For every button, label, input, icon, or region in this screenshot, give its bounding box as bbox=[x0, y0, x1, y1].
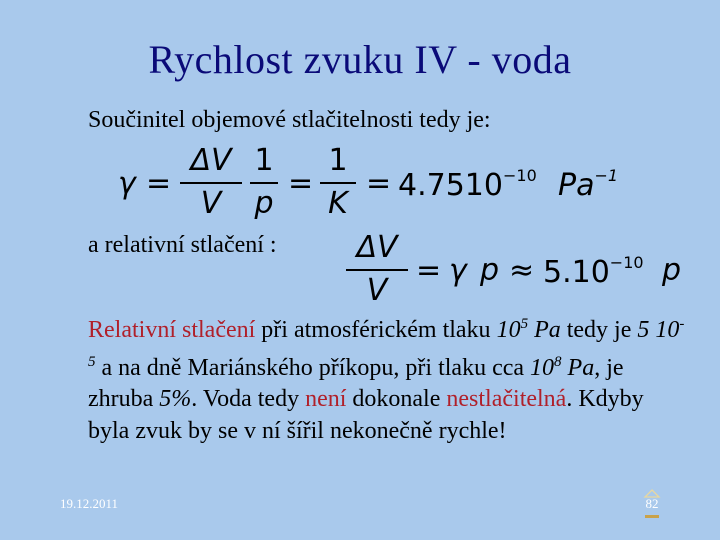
fraction-numerator: ΔV bbox=[190, 143, 232, 178]
fraction-bar bbox=[180, 182, 242, 184]
fraction-dv-v bbox=[180, 143, 242, 221]
fraction-denominator: K bbox=[328, 186, 348, 221]
body-text: a na dně Mariánského příkopu, při tlaku cca bbox=[95, 354, 531, 381]
fraction-bar bbox=[320, 182, 356, 184]
unit-exponent: −1 bbox=[594, 166, 619, 185]
value-number bbox=[543, 253, 644, 290]
pressure-value bbox=[497, 317, 561, 343]
page-number: 82 bbox=[645, 496, 659, 511]
exponent: 8 bbox=[554, 353, 562, 370]
equals-sign: = bbox=[416, 253, 442, 288]
body-text: tedy je bbox=[560, 317, 638, 343]
exponent: -5 bbox=[88, 316, 685, 370]
value-exponent: −10 bbox=[609, 253, 644, 272]
percent-value: 5% bbox=[159, 386, 192, 412]
fraction-bar bbox=[346, 269, 408, 271]
fraction-1-k bbox=[320, 143, 356, 221]
fraction-denominator: V bbox=[200, 186, 222, 221]
number: 10 bbox=[496, 317, 521, 343]
pressure-symbol: p bbox=[480, 253, 500, 288]
body-text: při atmosférickém tlaku bbox=[255, 317, 497, 343]
number: 5 10 bbox=[637, 317, 680, 343]
unit: Pa bbox=[561, 354, 595, 381]
fraction-denominator: V bbox=[366, 273, 388, 308]
slide-title: Rychlost zvuku IV - voda bbox=[148, 37, 572, 82]
explanation-paragraph bbox=[88, 309, 688, 447]
value-mantissa: 4.7510 bbox=[398, 168, 503, 203]
highlight-text: Relativní stlačení bbox=[88, 317, 256, 343]
gamma-symbol: γ bbox=[118, 166, 136, 201]
pressure-symbol: p bbox=[662, 253, 682, 288]
fraction-numerator: 1 bbox=[328, 143, 348, 178]
unit-pa bbox=[558, 166, 618, 203]
number: 10 bbox=[530, 354, 555, 381]
value-number bbox=[398, 166, 537, 203]
fraction-1-p bbox=[250, 143, 278, 221]
intro-text: Součinitel objemové stlačitelnosti tedy je: bbox=[88, 107, 491, 133]
equals-sign: = bbox=[288, 166, 314, 201]
pressure-value bbox=[530, 355, 594, 381]
value-exponent: −10 bbox=[502, 166, 537, 185]
equals-sign: = bbox=[366, 166, 392, 201]
footer-date: 19.12.2011 bbox=[60, 496, 119, 511]
fraction-denominator: p bbox=[254, 186, 274, 221]
body-text: dokonale bbox=[346, 386, 447, 412]
approx-sign: ≈ bbox=[509, 253, 535, 288]
gamma-symbol: γ bbox=[449, 253, 467, 288]
equals-sign: = bbox=[146, 166, 172, 201]
body-text: . Voda tedy bbox=[191, 386, 306, 412]
body-text: . Kdyby byla zvuk by se v ní šířil nekonečně rychle! bbox=[88, 386, 644, 444]
fraction-dv-v bbox=[346, 230, 408, 308]
unit-text: Pa bbox=[558, 168, 595, 203]
value-mantissa: 5.10 bbox=[543, 255, 610, 290]
fraction-numerator: 1 bbox=[254, 143, 274, 178]
exponent: 5 bbox=[520, 316, 529, 332]
body-text: , je zhruba bbox=[88, 354, 624, 412]
fraction-numerator: ΔV bbox=[356, 230, 398, 265]
fraction-bar bbox=[250, 182, 278, 184]
highlight-text: není bbox=[305, 386, 347, 412]
unit: Pa bbox=[528, 317, 561, 343]
highlight-text: nestlačitelná bbox=[446, 386, 567, 412]
relative-compression-label: a relativní stlačení : bbox=[88, 232, 277, 258]
